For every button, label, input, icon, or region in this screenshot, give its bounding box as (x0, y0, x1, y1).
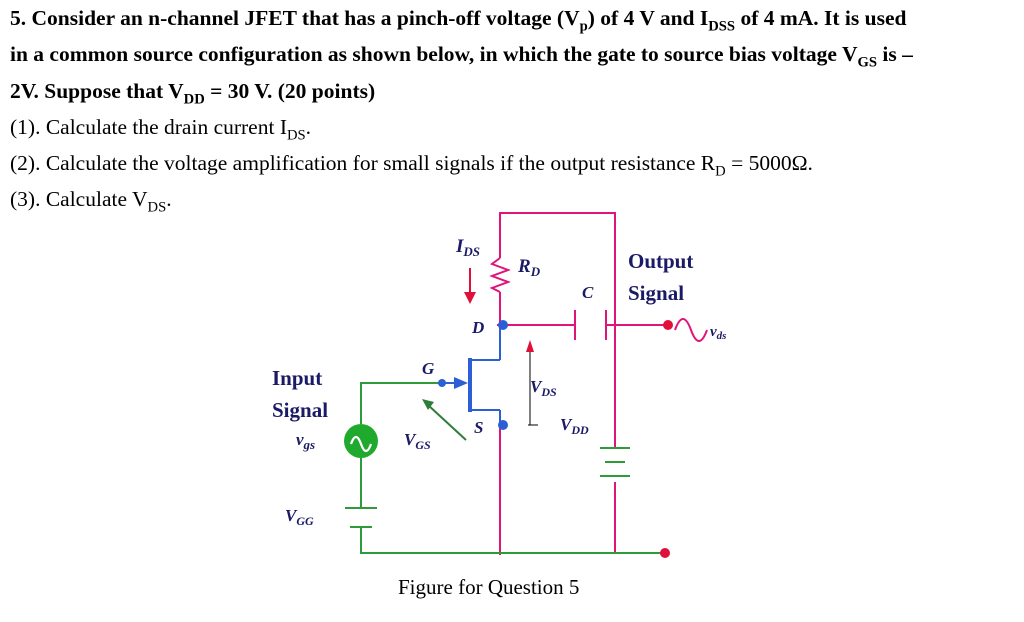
output-signal-wave (675, 319, 707, 341)
output-terminal (663, 320, 673, 330)
arrows (422, 268, 538, 440)
part-2: (2). Calculate the voltage amplification for small signals if the output resistance $R_D = 5000\Omega$. (10, 151, 813, 180)
drain-dot (498, 320, 508, 330)
svg-text:VGS: $V_{GS}$ (404, 430, 431, 452)
svg-text:Output: Output (628, 249, 694, 273)
svg-text:Signal: Signal (628, 281, 685, 305)
svg-text:vgs: $v_{gs}$ (296, 430, 316, 452)
source-dot (498, 420, 508, 430)
svg-text:VDD: $V_{DD}$ (560, 415, 589, 437)
svg-text:C: C (582, 283, 594, 302)
svg-text:RD: $R_D$ (518, 256, 541, 279)
resistor-rd (492, 258, 508, 292)
input-source (344, 424, 378, 458)
figure-caption: Figure for Question 5 (398, 575, 580, 599)
wires-green (345, 383, 665, 553)
part-1: (1). Calculate the drain current $I_{DS}$. (10, 114, 312, 144)
svg-text:Signal: Signal (272, 398, 329, 422)
svg-text:VDS: $V_{DS}$ (530, 377, 557, 399)
question-line-1: 5. Consider an n-channel JFET that has a pinch-off voltage $(V_p)$ of 4 V and $I_{DSS}$ of 4 mA. It is used (10, 6, 907, 35)
question-line-3: 2V. Suppose that $V_{DD} = 30$ V. (20 points) (10, 78, 376, 107)
svg-text:S: S (474, 418, 484, 437)
svg-text:VGG: $V_{GG}$ (285, 506, 314, 528)
gate-dot (438, 379, 446, 387)
ground-terminal (660, 548, 670, 558)
part-3: (3). Calculate $V_{DS}$. (10, 187, 172, 216)
svg-text:IDS: $I_{DS}$ (456, 236, 481, 259)
svg-text:G: G (422, 359, 435, 378)
svg-text:D: D (472, 318, 485, 337)
svg-text:vds: $v_{ds}$ (710, 324, 727, 342)
svg-text:Input: Input (272, 366, 323, 390)
question-line-2: in a common source configuration as shown below, in which the gate to source bias voltage $V_{GS}$ is – (10, 42, 913, 71)
